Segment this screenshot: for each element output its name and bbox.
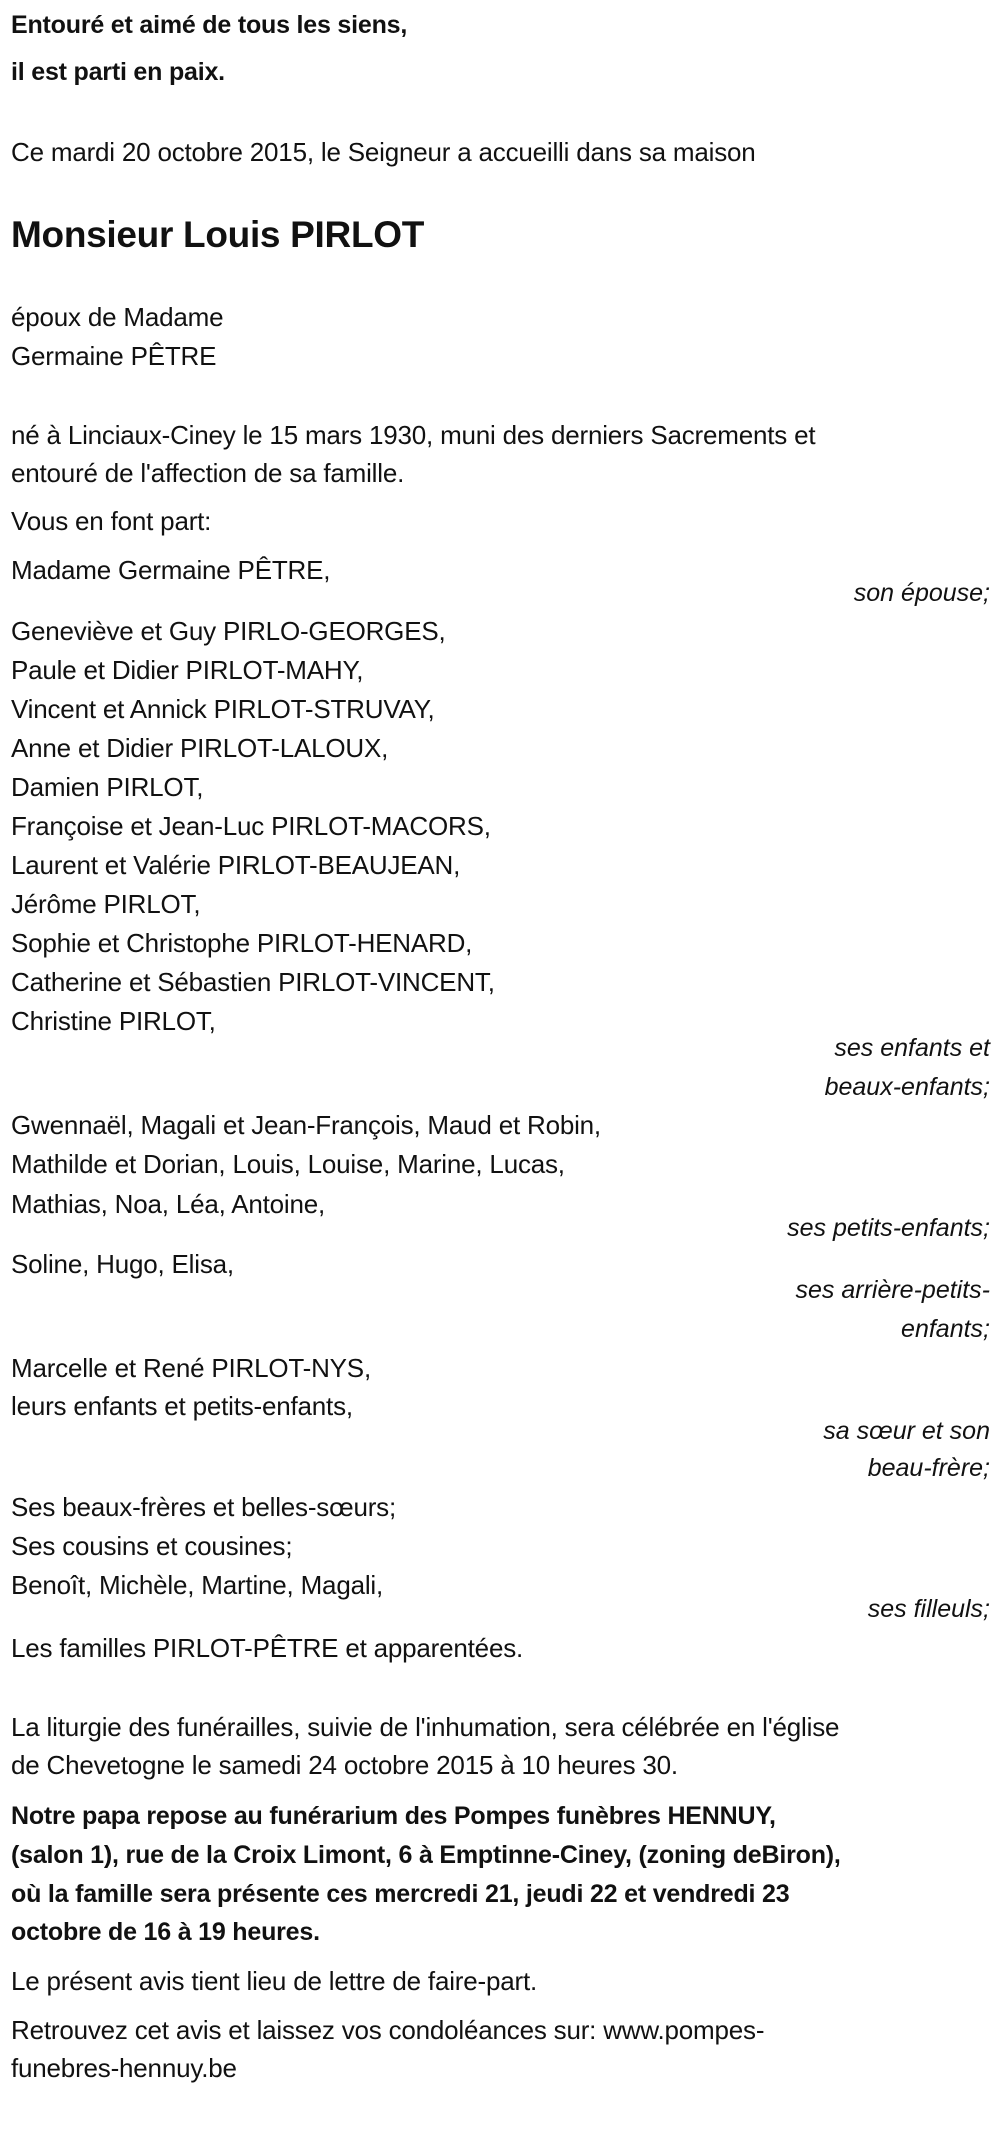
great-grandchildren-label-line-2: enfants; [901,1315,990,1343]
child-name: Jérôme PIRLOT, [11,889,201,919]
visitation-line-2: (salon 1), rue de la Croix Limont, 6 à Emptinne-Ciney, (zoning deBiron), [11,1841,841,1869]
child-name: Françoise et Jean-Luc PIRLOT-MACORS, [11,811,491,841]
child-name: Laurent et Valérie PIRLOT-BEAUJEAN, [11,850,461,880]
child-name: Catherine et Sébastien PIRLOT-VINCENT, [11,967,495,997]
condolences-line-1: Retrouvez cet avis et laissez vos condoléances sur: www.pompes- [11,2015,765,2045]
in-laws-line: Ses beaux-frères et belles-sœurs; [11,1492,396,1522]
great-grandchildren-line: Soline, Hugo, Elisa, [11,1249,234,1279]
children-label-line-1: ses enfants et [834,1034,990,1062]
godchildren-line: Benoît, Michèle, Martine, Magali, [11,1570,384,1600]
intro-line-2: il est parti en paix. [11,58,225,86]
child-name: Damien PIRLOT, [11,772,204,802]
condolences-link[interactable]: funebres-hennuy.be [11,2053,237,2083]
spouse-info-line-2: Germaine PÊTRE [11,341,217,371]
family-intro: Vous en font part: [11,506,212,536]
intro-line-1: Entouré et aimé de tous les siens, [11,11,408,39]
families-line: Les familles PIRLOT-PÊTRE et apparentées. [11,1633,524,1663]
great-grandchildren-label-line-1: ses arrière-petits- [795,1276,990,1304]
birth-info-line-1: né à Linciaux-Ciney le 15 mars 1930, muni des derniers Sacrements et [11,420,816,450]
child-name: Anne et Didier PIRLOT-LALOUX, [11,733,389,763]
deceased-name: Monsieur Louis PIRLOT [11,214,425,255]
godchildren-label: ses filleuls; [867,1595,990,1623]
visitation-line-1: Notre papa repose au funérarium des Pompes funèbres HENNUY, [11,1802,776,1830]
child-name: Sophie et Christophe PIRLOT-HENARD, [11,928,473,958]
family-spouse-label: son épouse; [853,579,990,607]
birth-info-line-2: entouré de l'affection de sa famille. [11,458,405,488]
child-name: Paule et Didier PIRLOT-MAHY, [11,655,364,685]
child-name: Christine PIRLOT, [11,1006,216,1036]
siblings-label-line-1: sa sœur et son [823,1417,990,1445]
notice-line: Le présent avis tient lieu de lettre de faire-part. [11,1966,537,1996]
child-name: Geneviève et Guy PIRLO-GEORGES, [11,616,446,646]
cousins-line: Ses cousins et cousines; [11,1531,293,1561]
family-spouse-name: Madame Germaine PÊTRE, [11,555,331,585]
siblings-line: Marcelle et René PIRLOT-NYS, [11,1353,371,1383]
funeral-info-line-1: La liturgie des funérailles, suivie de l'inhumation, sera célébrée en l'église [11,1712,840,1742]
grandchildren-line: Gwennaël, Magali et Jean-François, Maud et Robin, [11,1110,601,1140]
grandchildren-line: Mathias, Noa, Léa, Antoine, [11,1189,326,1219]
siblings-label-line-2: beau-frère; [867,1454,990,1482]
funeral-info-line-2: de Chevetogne le samedi 24 octobre 2015 à 10 heures 30. [11,1750,678,1780]
siblings-line: leurs enfants et petits-enfants, [11,1391,353,1421]
child-name: Vincent et Annick PIRLOT-STRUVAY, [11,694,435,724]
spouse-info-line-1: époux de Madame [11,302,224,332]
children-label-line-2: beaux-enfants; [824,1073,990,1101]
grandchildren-line: Mathilde et Dorian, Louis, Louise, Marine, Lucas, [11,1149,565,1179]
visitation-line-3: où la famille sera présente ces mercredi 21, jeudi 22 et vendredi 23 [11,1880,790,1908]
announcement: Ce mardi 20 octobre 2015, le Seigneur a accueilli dans sa maison [11,137,756,167]
visitation-line-4: octobre de 16 à 19 heures. [11,1918,320,1946]
grandchildren-label: ses petits-enfants; [787,1214,990,1242]
